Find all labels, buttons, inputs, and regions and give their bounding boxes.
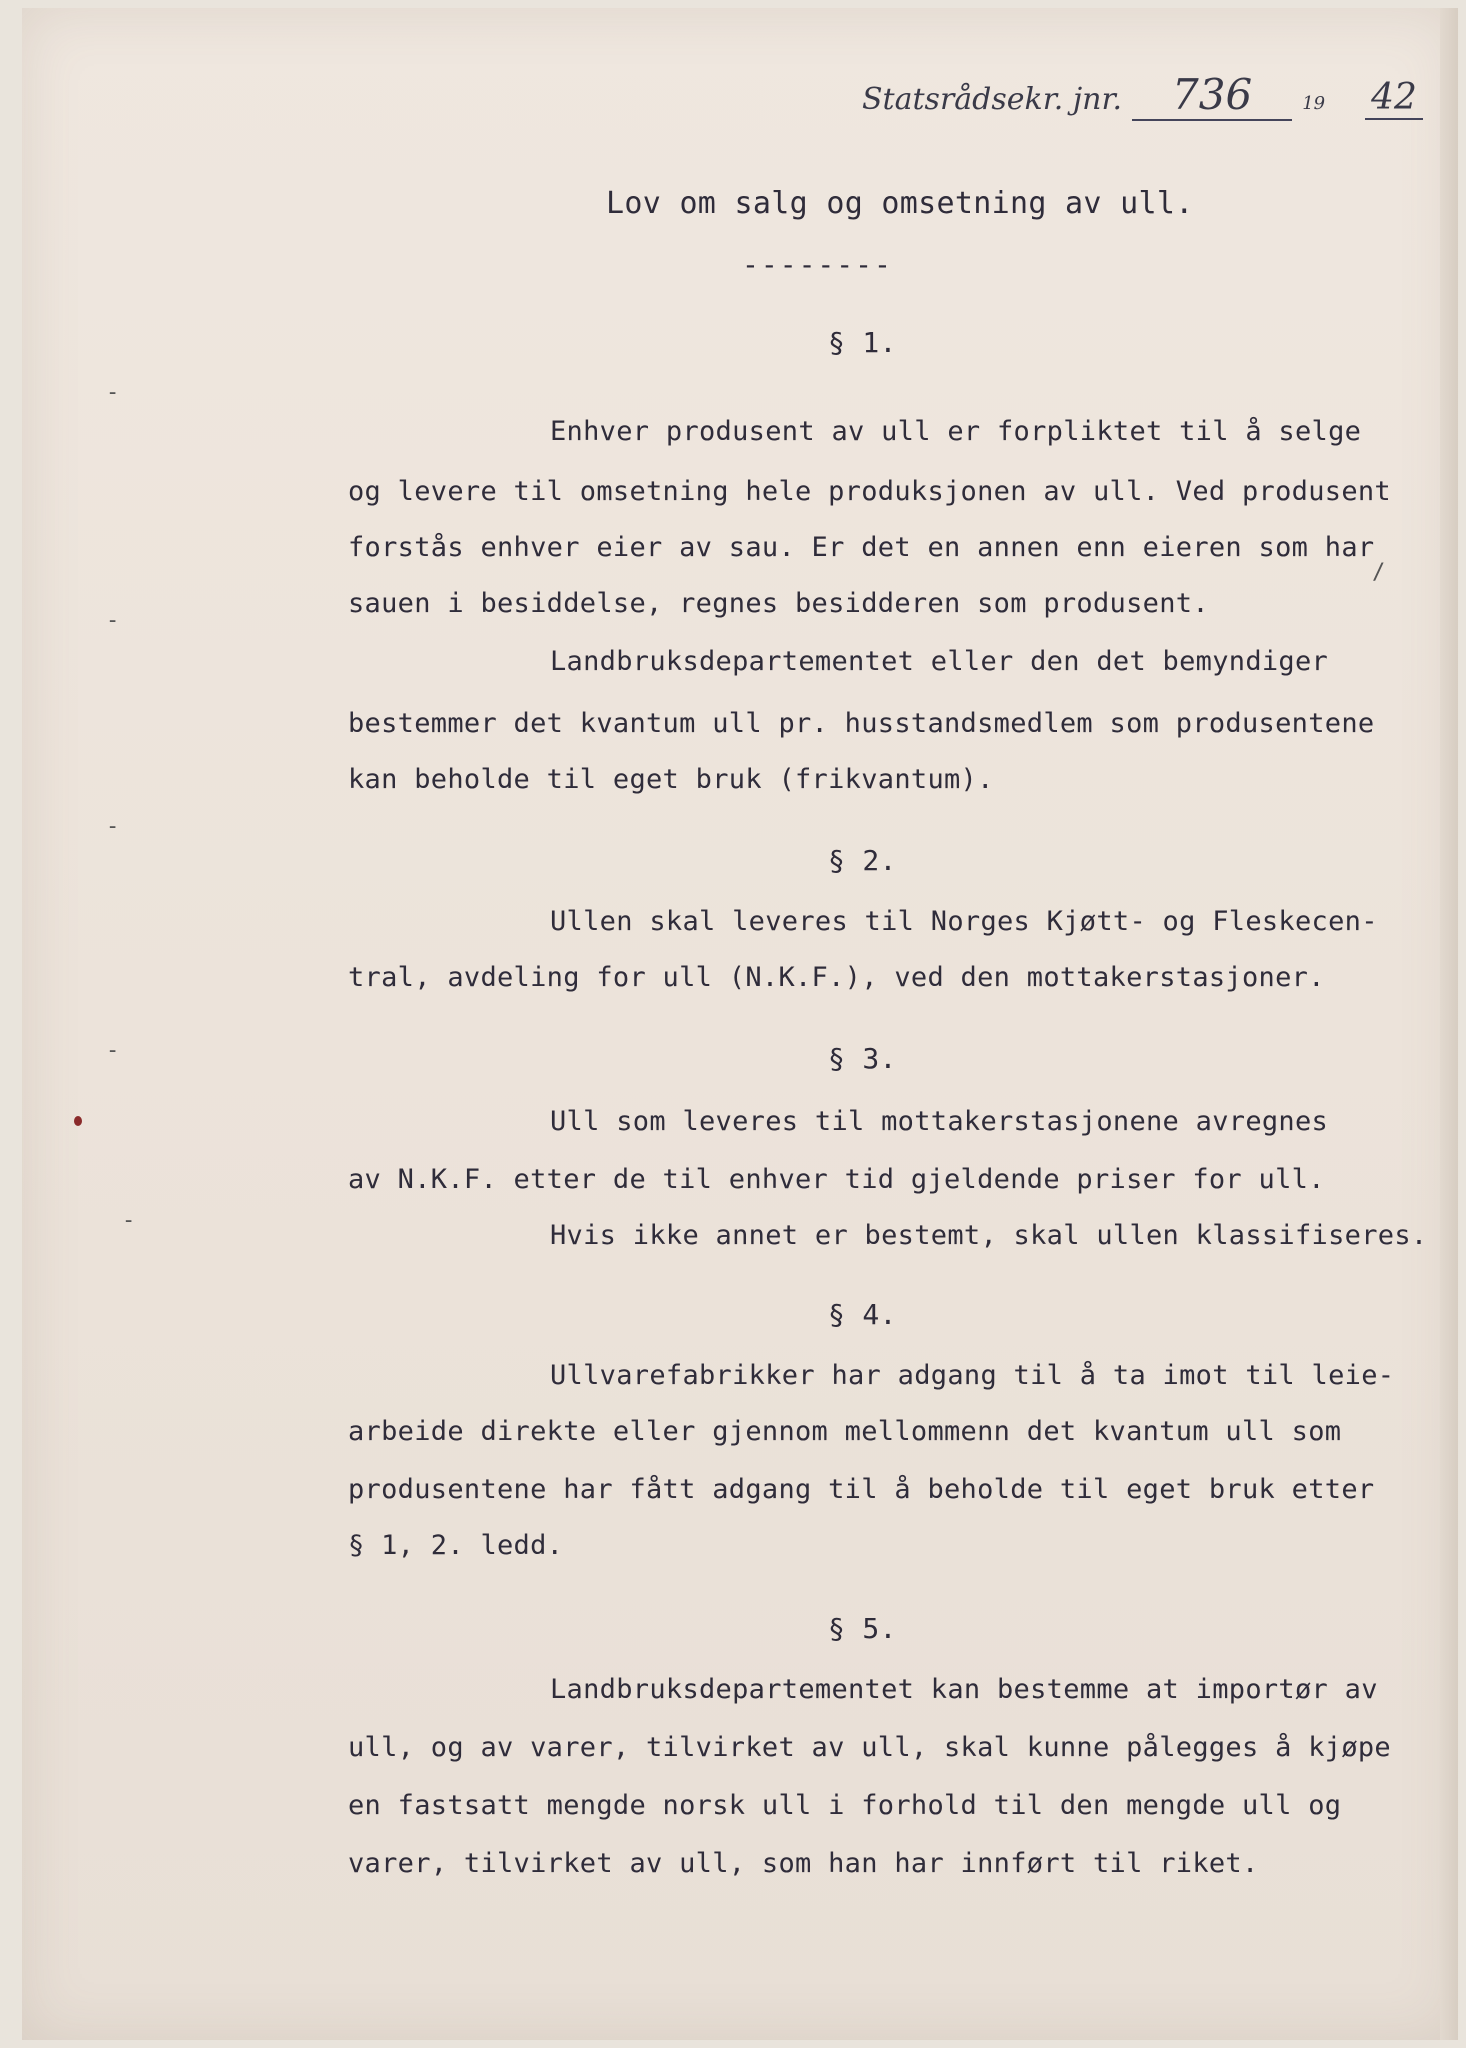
section-1-line: Enhver produsent av ull er forpliktet til å selge (550, 416, 1362, 447)
section-4-line: produsentene har fått adgang til å beholde til eget bruk etter (348, 1474, 1375, 1505)
journal-year: 42 (1365, 77, 1423, 120)
margin-mark: - (106, 814, 120, 839)
section-5-line: Landbruksdepartementet kan bestemme at importør av (550, 1674, 1378, 1705)
section-5-line: en fastsatt mengde norsk ull i forhold til den mengde ull og (348, 1790, 1342, 1821)
journal-stamp (862, 70, 1423, 121)
section-2-heading: § 2. (828, 844, 897, 877)
journal-year-prefix: 19 (1302, 93, 1326, 114)
page-edge (1440, 8, 1458, 2040)
section-3-line: av N.K.F. etter de til enhver tid gjeldende priser for ull. (348, 1164, 1325, 1195)
document-title: Lov om salg og omsetning av ull. (606, 186, 1194, 221)
margin-mark: - (122, 1208, 136, 1233)
section-2-line: Ullen skal leveres til Norges Kjøtt- og Fleskecen- (550, 906, 1378, 937)
section-1-line: sauen i besiddelse, regnes besidderen som produsent. (348, 588, 1209, 619)
section-4-line: Ullvarefabrikker har adgang til å ta imot til leie- (550, 1360, 1395, 1391)
section-1-line: Landbruksdepartementet eller den det bemyndiger (550, 646, 1329, 677)
journal-number: 736 (1132, 70, 1292, 121)
margin-mark: - (106, 380, 120, 405)
document-page (22, 8, 1458, 2040)
section-3-line: Hvis ikke annet er bestemt, skal ullen klassifiseres. (550, 1220, 1428, 1251)
journal-label: Statsrådsekr. jnr. (862, 82, 1123, 117)
section-2-line: tral, avdeling for ull (N.K.F.), ved den mottakerstasjoner. (348, 962, 1325, 993)
margin-mark: - (106, 1038, 120, 1063)
section-5-line: varer, tilvirket av ull, som han har innført til riket. (348, 1848, 1259, 1879)
section-3-line: Ull som leveres til mottakerstasjonene avregnes (550, 1106, 1329, 1137)
margin-mark: - (106, 608, 120, 633)
section-4-heading: § 4. (828, 1298, 897, 1331)
margin-mark: / (1372, 560, 1386, 585)
section-3-heading: § 3. (828, 1042, 897, 1075)
section-1-line: kan beholde til eget bruk (frikvantum). (348, 764, 994, 795)
title-separator: -------- (742, 248, 893, 281)
section-4-line: arbeide direkte eller gjennom mellommenn det kvantum ull som (348, 1416, 1342, 1447)
ink-spot (74, 1116, 82, 1126)
section-1-line: bestemmer det kvantum ull pr. husstandsmedlem som produsentene (348, 708, 1375, 739)
section-1-line: forstås enhver eier av sau. Er det en annen enn eieren som har (348, 532, 1375, 563)
section-5-heading: § 5. (828, 1612, 897, 1645)
section-1-line: og levere til omsetning hele produksjonen av ull. Ved produsent (348, 476, 1391, 507)
section-5-line: ull, og av varer, tilvirket av ull, skal kunne pålegges å kjøpe (348, 1732, 1391, 1763)
section-1-heading: § 1. (828, 326, 897, 359)
section-4-line: § 1, 2. ledd. (348, 1530, 564, 1561)
